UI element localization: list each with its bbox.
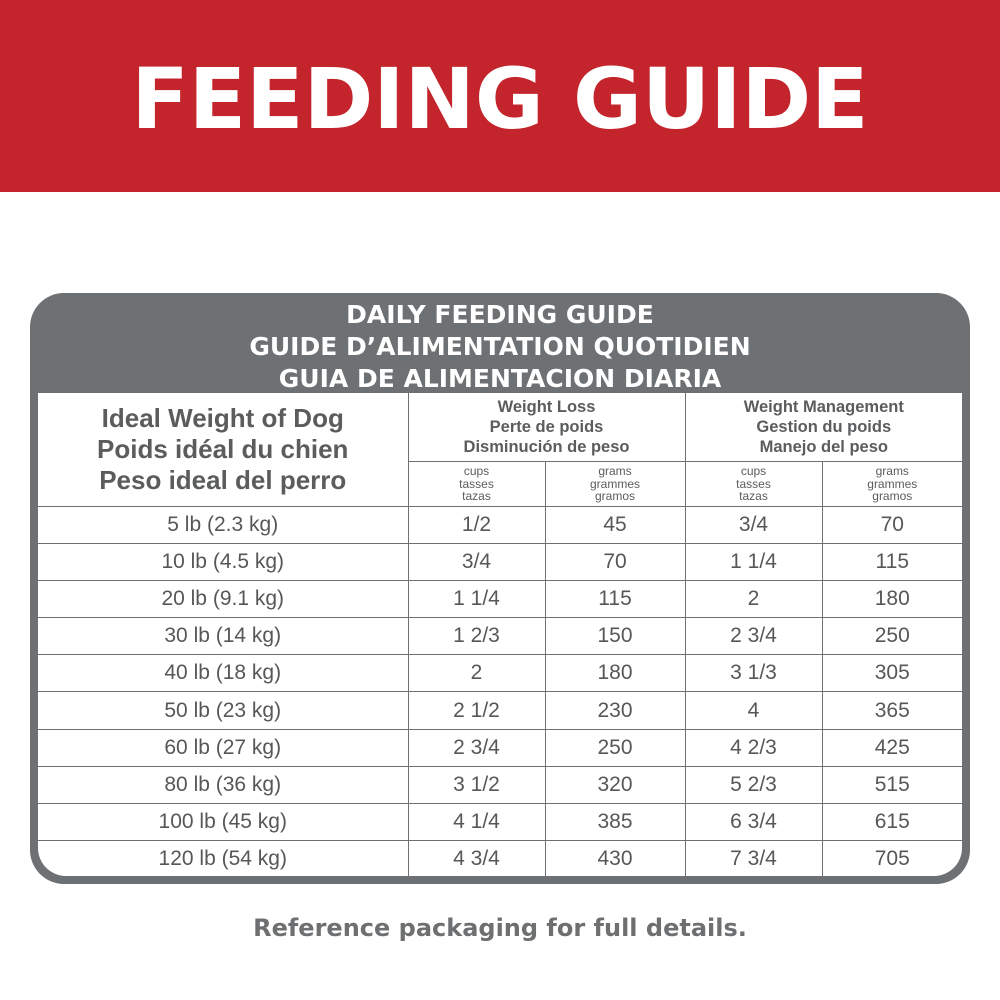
mgmt-cups-cell: 3 1/3 [685,655,822,692]
weight-cell: 30 lb (14 kg) [38,618,408,655]
weight-loss-group-header: Weight Loss Perte de poids Disminución de peso [408,393,685,462]
mgmt-grams-cell: 305 [822,655,962,692]
mgmt-cups-cell: 4 [685,692,822,729]
weight-cell: 120 lb (54 kg) [38,840,408,876]
weight-cell: 100 lb (45 kg) [38,803,408,840]
table-row [38,766,962,803]
loss-grams-cell: 430 [545,840,685,876]
mgmt-cups-unit-header: cups tasses tazas [685,462,822,507]
mgmt-grams-cell: 615 [822,803,962,840]
mgmt-cups-cell: 6 3/4 [685,803,822,840]
table-row [38,581,962,618]
table-row [38,618,962,655]
panel-heading-line-en: DAILY FEEDING GUIDE [346,300,654,329]
loss-cups-cell: 1 2/3 [408,618,545,655]
mgmt-grams-cell: 115 [822,544,962,581]
weight-cell: 80 lb (36 kg) [38,766,408,803]
weight-cell: 60 lb (27 kg) [38,729,408,766]
weight-cell: 5 lb (2.3 kg) [38,507,408,544]
loss-cups-cell: 1 1/4 [408,581,545,618]
weight-cell: 40 lb (18 kg) [38,655,408,692]
table-row [38,803,962,840]
loss-cups-cell: 2 1/2 [408,692,545,729]
loss-grams-unit-header: grams grammes gramos [545,462,685,507]
loss-grams-cell: 45 [545,507,685,544]
mgmt-cups-cell: 4 2/3 [685,729,822,766]
mgmt-grams-cell: 250 [822,618,962,655]
mgmt-cups-cell: 1 1/4 [685,544,822,581]
loss-grams-cell: 70 [545,544,685,581]
weight-cell: 10 lb (4.5 kg) [38,544,408,581]
panel-heading-line-es: GUIA DE ALIMENTACION DIARIA [278,364,722,393]
loss-grams-cell: 230 [545,692,685,729]
panel-heading [30,299,970,395]
loss-grams-cell: 150 [545,618,685,655]
weight-cell: 20 lb (9.1 kg) [38,581,408,618]
loss-grams-cell: 250 [545,729,685,766]
mgmt-grams-cell: 425 [822,729,962,766]
loss-grams-cell: 115 [545,581,685,618]
loss-cups-cell: 4 1/4 [408,803,545,840]
loss-cups-cell: 1/2 [408,507,545,544]
mgmt-grams-cell: 515 [822,766,962,803]
daily-feeding-guide-panel [30,293,970,884]
mgmt-grams-cell: 365 [822,692,962,729]
loss-cups-cell: 4 3/4 [408,840,545,876]
mgmt-cups-cell: 2 [685,581,822,618]
loss-grams-cell: 385 [545,803,685,840]
feeding-table-wrapper [38,393,962,876]
mgmt-cups-cell: 5 2/3 [685,766,822,803]
feeding-guide-banner [0,0,1000,192]
loss-cups-cell: 2 3/4 [408,729,545,766]
table-row [38,544,962,581]
weight-column-header: Ideal Weight of Dog Poids idéal du chien Peso ideal del perro [38,393,408,507]
mgmt-grams-unit-header: grams grammes gramos [822,462,962,507]
page-title: FEEDING GUIDE [131,50,869,148]
table-row [38,655,962,692]
mgmt-grams-cell: 70 [822,507,962,544]
mgmt-cups-cell: 2 3/4 [685,618,822,655]
mgmt-cups-cell: 3/4 [685,507,822,544]
table-row [38,692,962,729]
loss-grams-cell: 180 [545,655,685,692]
weight-management-group-header: Weight Management Gestion du poids Manejo del peso [685,393,962,462]
feeding-table [38,393,962,876]
loss-grams-cell: 320 [545,766,685,803]
mgmt-grams-cell: 705 [822,840,962,876]
table-row [38,507,962,544]
mgmt-cups-cell: 7 3/4 [685,840,822,876]
reference-note: Reference packaging for full details. [253,914,747,942]
table-header-row [38,393,962,462]
loss-cups-cell: 3 1/2 [408,766,545,803]
table-row [38,729,962,766]
loss-cups-cell: 3/4 [408,544,545,581]
loss-cups-cell: 2 [408,655,545,692]
weight-cell: 50 lb (23 kg) [38,692,408,729]
mgmt-grams-cell: 180 [822,581,962,618]
panel-heading-line-fr: GUIDE D’ALIMENTATION QUOTIDIEN [249,332,751,361]
loss-cups-unit-header: cups tasses tazas [408,462,545,507]
table-row [38,840,962,876]
